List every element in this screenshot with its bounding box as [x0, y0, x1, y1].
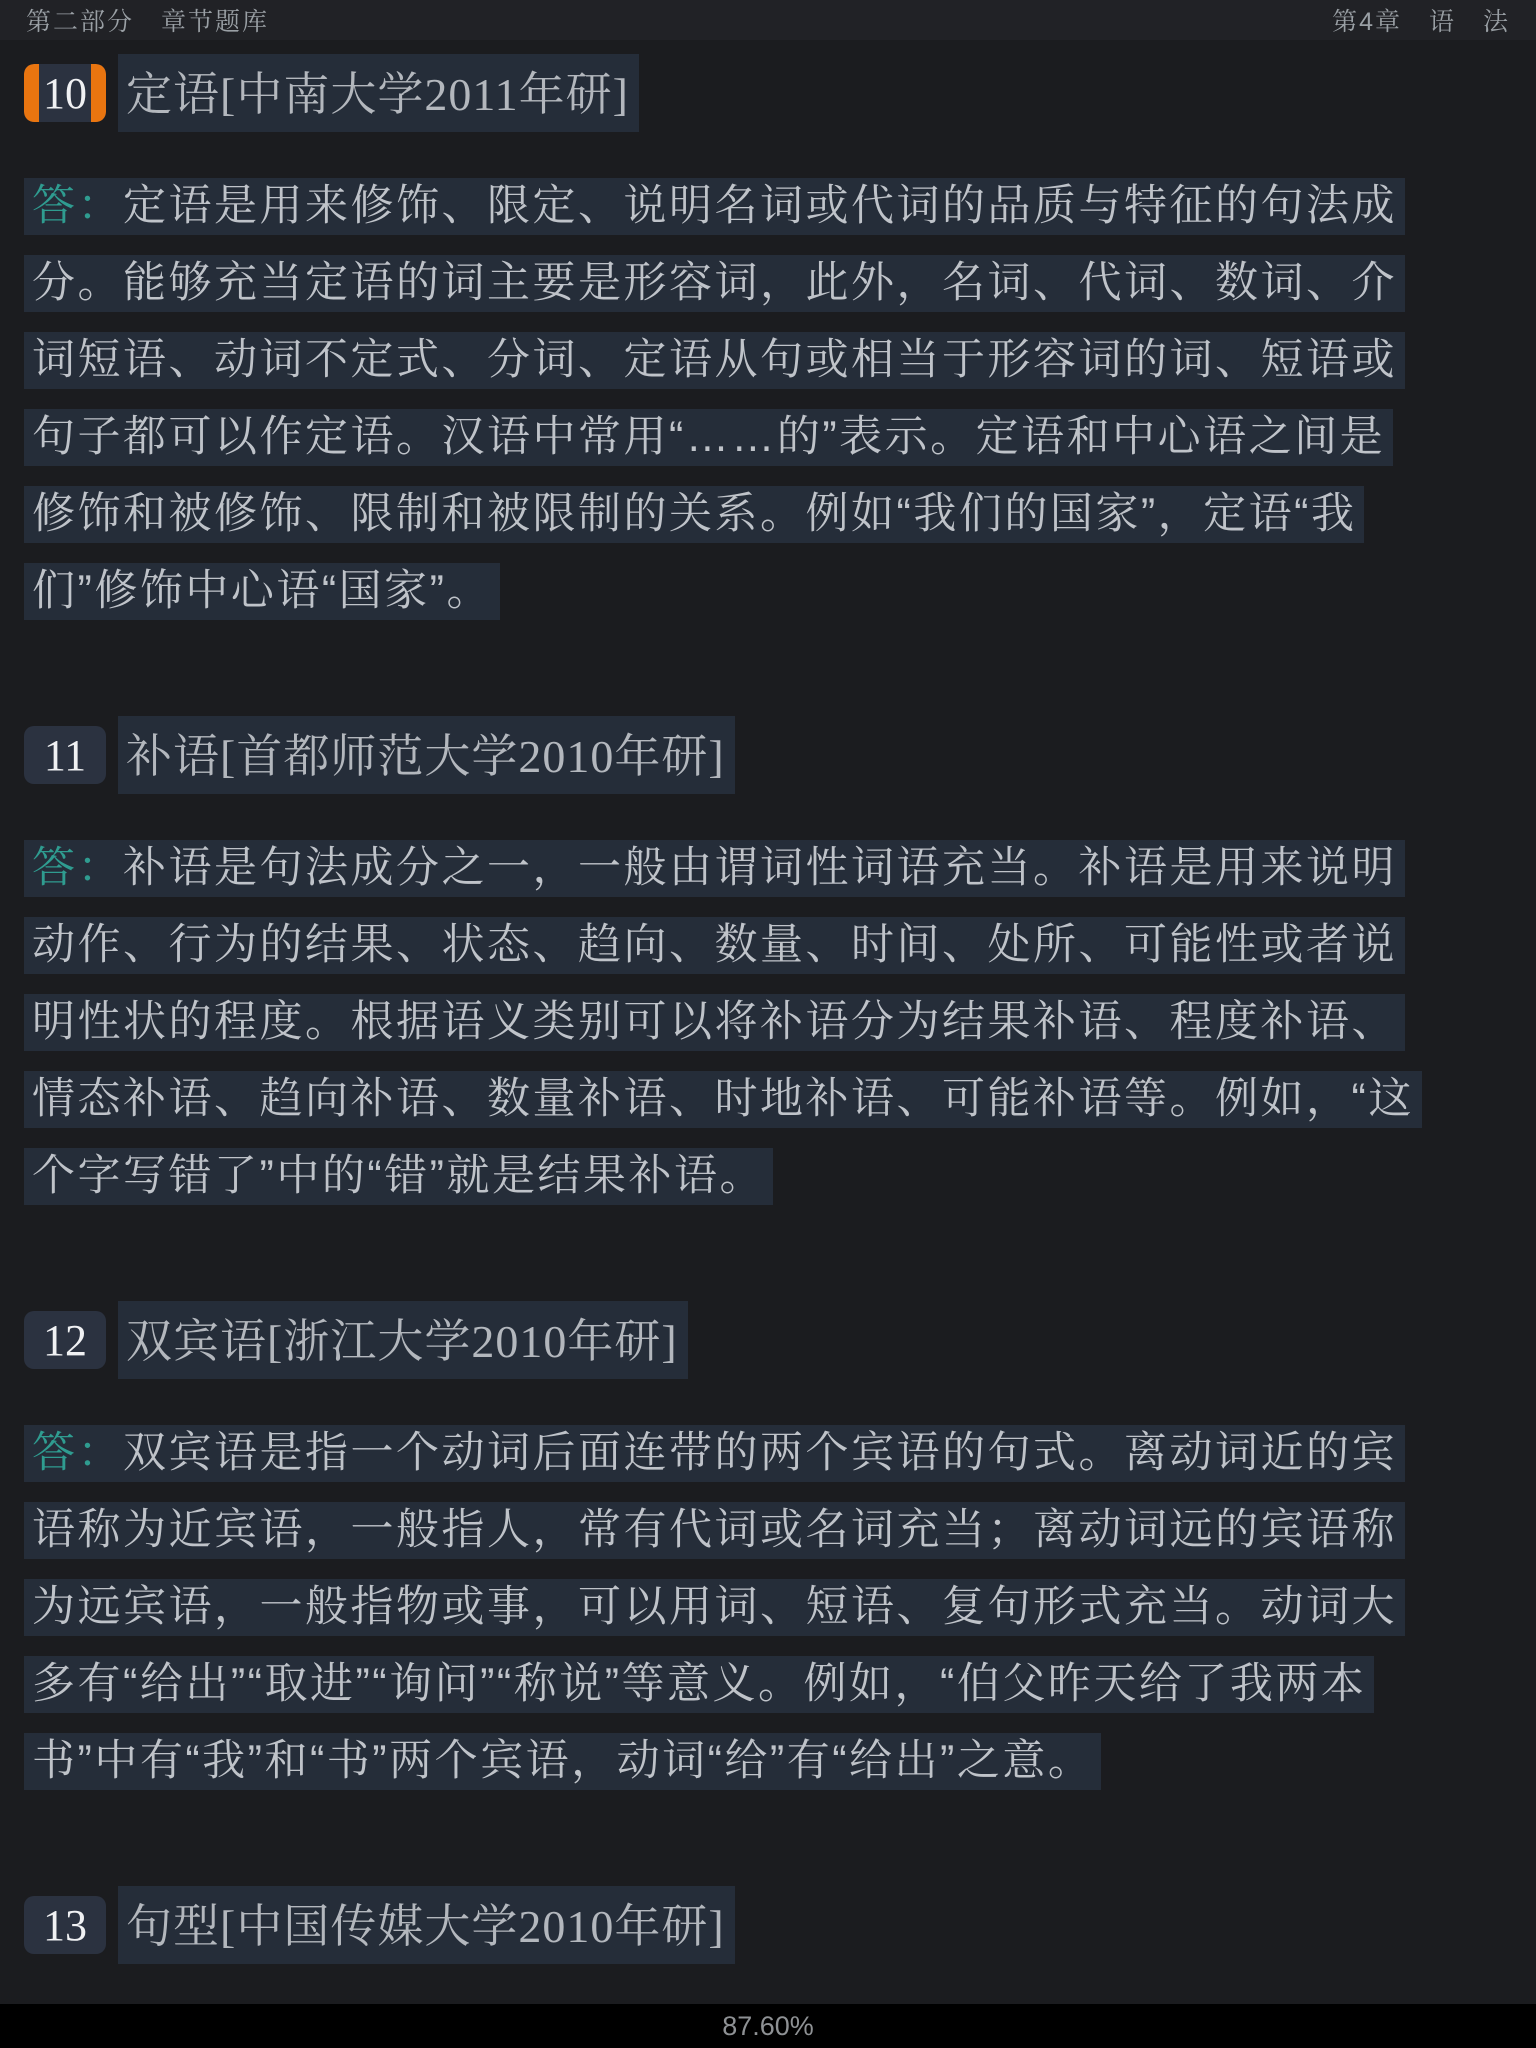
selected-text-line[interactable] [24, 178, 1405, 235]
reader-header [0, 0, 1536, 40]
answer-paragraph [0, 178, 1536, 620]
selected-text-line[interactable]: 多有“给出”“取进”“询问”“称说”等意义。例如，“伯父昨天给了我两本 [24, 1656, 1374, 1713]
selected-text-line[interactable]: 语称为近宾语，一般指人，常有代词或名词充当；离动词远的宾语称 [24, 1502, 1405, 1559]
question-number-badge[interactable] [24, 726, 106, 784]
selected-text-line[interactable]: 分。能够充当定语的词主要是形容词，此外，名词、代词、数词、介 [24, 255, 1405, 312]
answer-line-text: 补语是句法成分之一，一般由谓词性词语充当。补语是用来说明 [123, 844, 1397, 892]
answer-label: 答： [32, 844, 123, 892]
page-content[interactable] [0, 40, 1536, 2004]
selected-text-line[interactable] [24, 1425, 1405, 1482]
selected-text-line[interactable]: 为远宾语，一般指物或事，可以用词、短语、复句形式充当。动词大 [24, 1579, 1405, 1636]
answer-label: 答： [32, 182, 123, 230]
reader-footer [0, 2004, 1536, 2048]
selected-text-line[interactable]: 书”中有“我”和“书”两个宾语，动词“给”有“给出”之意。 [24, 1733, 1101, 1790]
question-title[interactable]: 定语[中南大学2011年研] [118, 54, 639, 132]
answer-line-text: 定语是用来修饰、限定、说明名词或代词的品质与特征的句法成 [123, 182, 1397, 230]
answer-label: 答： [32, 1429, 123, 1477]
answer-paragraph [0, 840, 1536, 1205]
selection-handle-right-icon[interactable] [91, 64, 106, 122]
question-block-13 [0, 1886, 1536, 1964]
question-number: 10 [43, 68, 87, 118]
question-number: 12 [43, 1315, 87, 1365]
header-section-title: 第二部分 章节题库 [26, 8, 270, 36]
selected-text-line[interactable]: 明性状的程度。根据语义类别可以将补语分为结果补语、程度补语、 [24, 994, 1405, 1051]
selected-text-line[interactable]: 句子都可以作定语。汉语中常用“……的”表示。定语和中心语之间是 [24, 409, 1393, 466]
question-heading [24, 1301, 1536, 1379]
reading-progress-percent: 87.60% [722, 2010, 814, 2041]
answer-line-text: 双宾语是指一个动词后面连带的两个宾语的句式。离动词近的宾 [123, 1429, 1397, 1477]
question-number-badge[interactable] [24, 1311, 106, 1369]
selected-text-line[interactable]: 们”修饰中心语“国家”。 [24, 563, 500, 620]
question-block-12 [0, 1301, 1536, 1790]
selected-text-line[interactable]: 情态补语、趋向补语、数量补语、时地补语、可能补语等。例如，“这 [24, 1071, 1422, 1128]
question-number: 11 [43, 730, 87, 780]
question-heading [24, 54, 1536, 132]
question-number: 13 [43, 1900, 87, 1950]
question-number-badge[interactable] [24, 64, 106, 122]
header-chapter-title: 第4章 语 法 [1332, 8, 1510, 36]
question-title[interactable]: 补语[首都师范大学2010年研] [118, 716, 735, 794]
question-heading [24, 716, 1536, 794]
selected-text-line[interactable]: 个字写错了”中的“错”就是结果补语。 [24, 1148, 773, 1205]
selected-text-line[interactable]: 动作、行为的结果、状态、趋向、数量、时间、处所、可能性或者说 [24, 917, 1405, 974]
question-heading [24, 1886, 1536, 1964]
selected-text-line[interactable]: 词短语、动词不定式、分词、定语从句或相当于形容词的词、短语或 [24, 332, 1405, 389]
answer-paragraph [0, 1425, 1536, 1790]
question-title[interactable]: 双宾语[浙江大学2010年研] [118, 1301, 688, 1379]
question-block-10 [0, 54, 1536, 620]
selected-text-line[interactable] [24, 840, 1405, 897]
selected-text-line[interactable]: 修饰和被修饰、限制和被限制的关系。例如“我们的国家”，定语“我 [24, 486, 1364, 543]
question-block-11 [0, 716, 1536, 1205]
question-number-badge[interactable] [24, 1896, 106, 1954]
selection-handle-left-icon[interactable] [24, 64, 39, 122]
question-title[interactable]: 句型[中国传媒大学2010年研] [118, 1886, 735, 1964]
